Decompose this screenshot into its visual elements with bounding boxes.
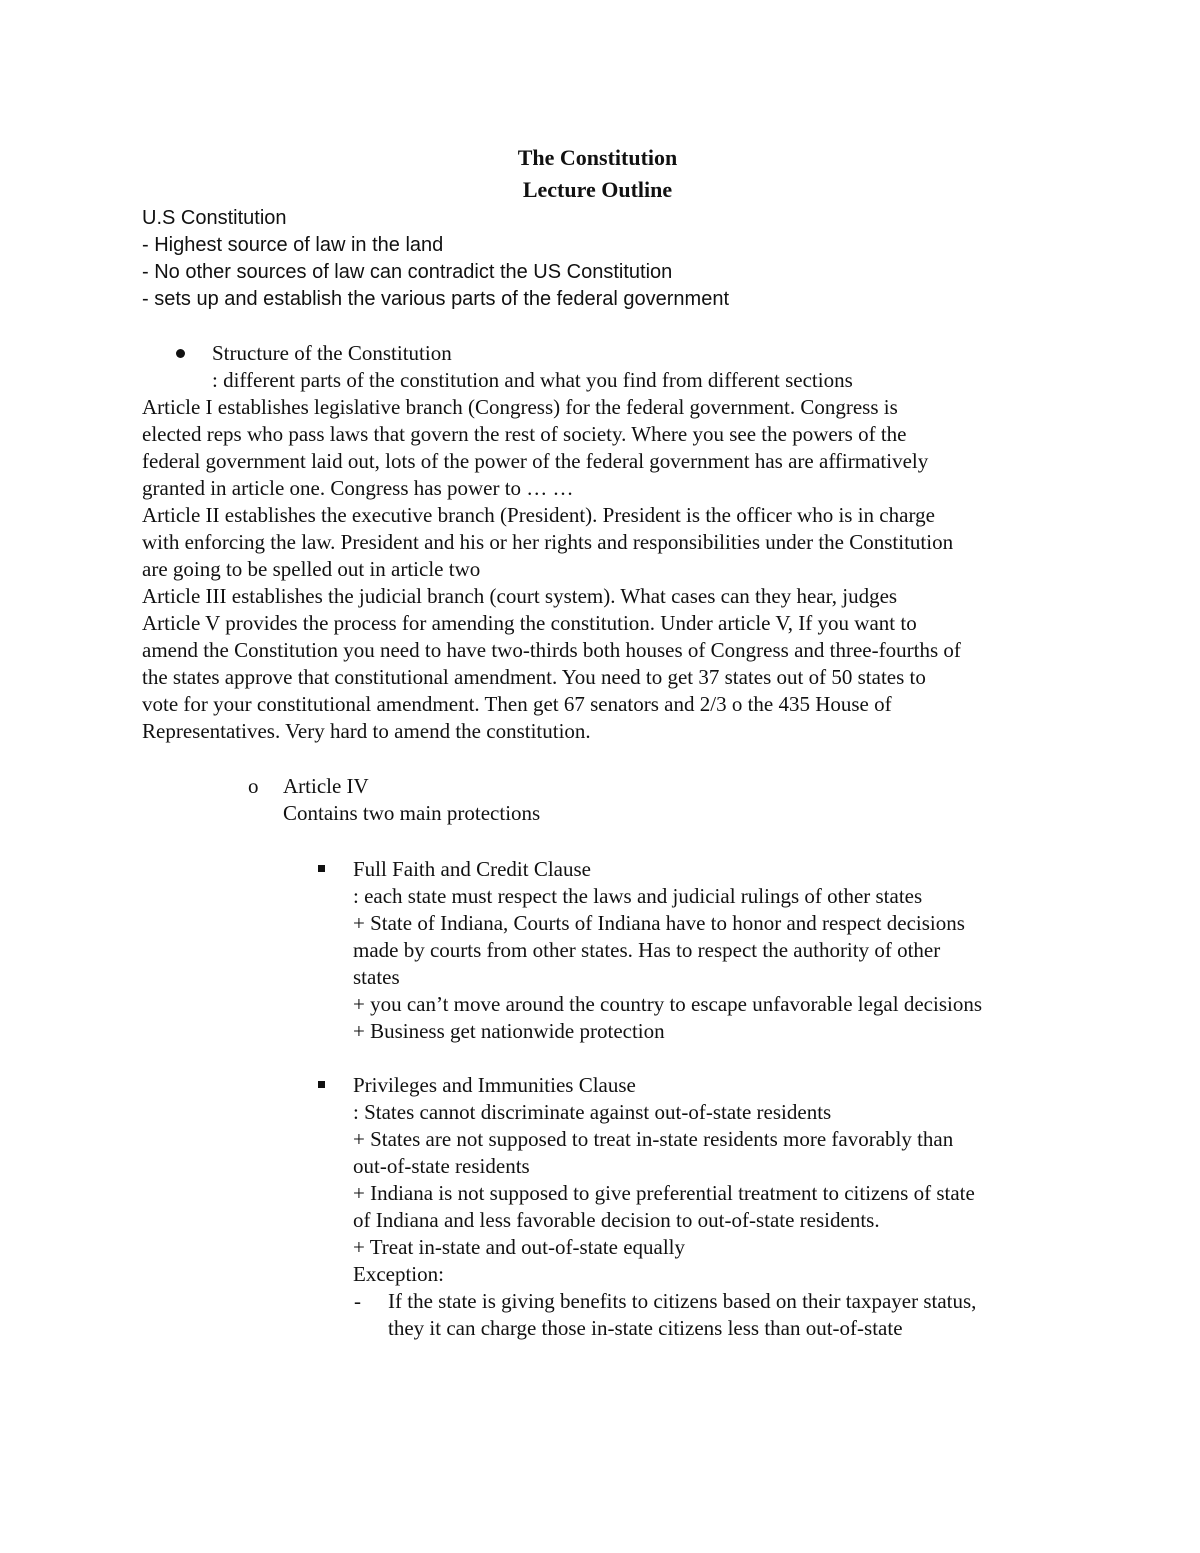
document-title: The Constitution (517, 145, 678, 170)
body-line: Article I establishes legislative branch (Congress) for the federal government. Congress is (142, 395, 898, 419)
body-line: federal government laid out, lots of the power of the federal government has are affirmatively (142, 449, 929, 473)
exception-line: If the state is giving benefits to citizens based on their taxpayer status, (388, 1289, 977, 1313)
intro-point: - sets up and establish the various parts of the federal government (142, 288, 730, 310)
structure-definition: : different parts of the constitution and what you find from different sections (212, 368, 853, 392)
dash-marker-icon: - (354, 1289, 361, 1313)
privileges-line: + States are not supposed to treat in-state residents more favorably than (353, 1127, 954, 1151)
full-faith-label: Full Faith and Credit Clause (353, 857, 591, 881)
intro-point: - No other sources of law can contradict the US Constitution (142, 261, 673, 283)
full-faith-line: : each state must respect the laws and judicial rulings of other states (353, 884, 923, 908)
body-line: are going to be spelled out in article two (142, 557, 481, 581)
full-faith-line: + Business get nationwide protection (353, 1019, 665, 1043)
document-subtitle: Lecture Outline (522, 177, 673, 202)
structure-label: Structure of the Constitution (212, 341, 452, 365)
body-line: granted in article one. Congress has power to … … (142, 476, 574, 500)
full-faith-line: states (353, 965, 400, 989)
privileges-line: of Indiana and less favorable decision to out-of-state residents. (353, 1208, 880, 1232)
square-bullet-icon (318, 1081, 325, 1088)
privileges-label: Privileges and Immunities Clause (353, 1073, 636, 1097)
privileges-line: + Treat in-state and out-of-state equally (353, 1235, 686, 1259)
outline-circle-marker-icon: o (248, 774, 259, 798)
full-faith-line: + State of Indiana, Courts of Indiana have to honor and respect decisions (353, 911, 965, 935)
intro-heading: U.S Constitution (142, 207, 287, 229)
body-line: the states approve that constitutional amendment. You need to get 37 states out of 50 states to (142, 665, 926, 689)
privileges-line: : States cannot discriminate against out-of-state residents (353, 1100, 832, 1124)
body-line: Article V provides the process for amending the constitution. Under article V, If you want to (142, 611, 917, 635)
exception-line: they it can charge those in-state citizens less than out-of-state (388, 1316, 903, 1340)
full-faith-line: made by courts from other states. Has to respect the authority of other (353, 938, 941, 962)
exception-heading: Exception: (353, 1262, 444, 1286)
bullet-dot-icon (176, 349, 185, 358)
body-line: Article II establishes the executive branch (President). President is the officer who is in charge (142, 503, 935, 527)
body-line: elected reps who pass laws that govern the rest of society. Where you see the powers of the (142, 422, 907, 446)
privileges-line: + Indiana is not supposed to give preferential treatment to citizens of state (353, 1181, 975, 1205)
article-iv-label: Article IV (283, 774, 369, 798)
full-faith-line: + you can’t move around the country to escape unfavorable legal decisions (353, 992, 982, 1016)
body-line: Article III establishes the judicial branch (court system). What cases can they hear, judges (142, 584, 898, 608)
article-iv-subtitle: Contains two main protections (283, 801, 541, 825)
body-line: with enforcing the law. President and his or her rights and responsibilities under the Constitution (142, 530, 954, 554)
body-line: amend the Constitution you need to have two-thirds both houses of Congress and three-fourths of (142, 638, 961, 662)
intro-point: - Highest source of law in the land (142, 234, 444, 256)
body-line: vote for your constitutional amendment. Then get 67 senators and 2/3 o the 435 House of (142, 692, 892, 716)
square-bullet-icon (318, 865, 325, 872)
body-line: Representatives. Very hard to amend the constitution. (142, 719, 591, 743)
privileges-line: out-of-state residents (353, 1154, 530, 1178)
